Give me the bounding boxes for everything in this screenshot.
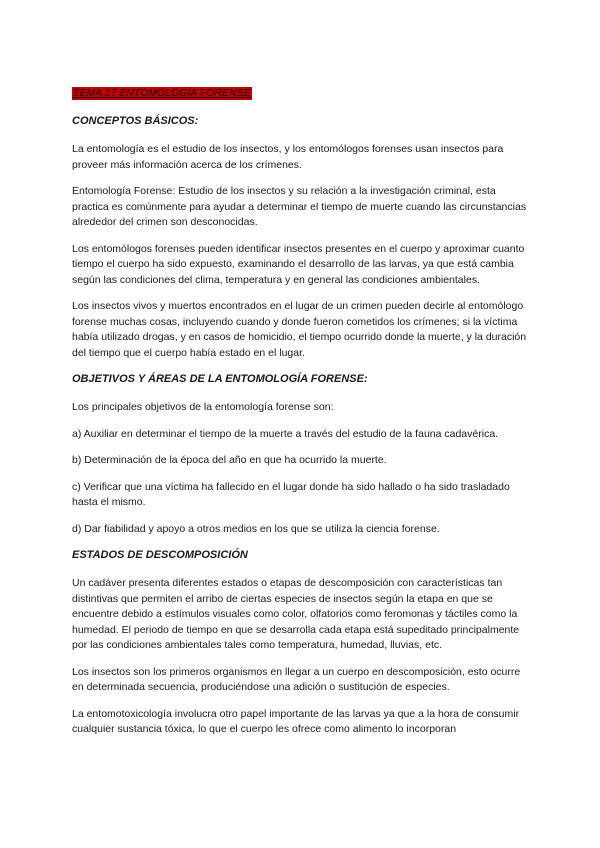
list-item: c) Verificar que una víctima ha fallecido en el lugar donde ha sido hallado o ha sido trasladado hasta el mismo. (72, 480, 510, 508)
list-item: b) Determinación de la época del año en que ha ocurrido la muerte. (72, 454, 387, 466)
section-heading-estados: ESTADOS DE DESCOMPOSICIÓN (72, 549, 248, 561)
section-heading-conceptos: CONCEPTOS BÁSICOS: (72, 115, 199, 127)
document-title: TEMA 17 ENTOMOLOGÍA FORENSE (73, 87, 251, 99)
paragraph: La entomotoxicología involucra otro papel importante de las larvas ya que a la hora de consumir cualquier sustancia tóxica, lo que el cuerpo les ofrece como alimento lo incorporan (72, 707, 520, 735)
paragraph: Los entomólogos forenses pueden identificar insectos presentes en el cuerpo y aproximar cuanto tiempo el cuerpo ha sido expuesto, examinando el desarrollo de las larvas, ya que está cambia según las condiciones del clima, temperatura y en general las condiciones ambientales. (72, 242, 525, 286)
paragraph: Los principales objetivos de la entomología forense son: (72, 401, 334, 413)
list-item: a) Auxiliar en determinar el tiempo de la muerte a través del estudio de la fauna cadavérica. (72, 427, 499, 440)
paragraph: Entomología Forense: Estudio de los insectos y su relación a la investigación criminal, esta practica es comúnmente para ayudar a determinar el tiempo de muerte cuando las circunstancias alrededor del crimen son desconocidas. (72, 185, 527, 228)
section-heading-objetivos: OBJETIVOS Y ÁREAS DE LA ENTOMOLOGÍA FORENSE: (72, 373, 368, 385)
paragraph: Los insectos son los primeros organismos en llegar a un cuerpo en descomposición, esto ocurre en determinada secuencia, produciéndose una adición o sustitución de especies. (72, 665, 521, 693)
paragraph: Un cadáver presenta diferentes estados o etapas de descomposición con características tan distintivas que permiten el arribo de ciertas especies de insectos según la etapa en que se encuentre debido a estímulos visuales como color, olfatorios como feromonas y táctiles como la humedad. El periodo de tiempo en que se desarrolla cada etapa está supeditado principalmente por las condiciones ambientales tales como temperatura, humedad, lluvias, etc. (72, 577, 520, 651)
list-item: d) Dar fiabilidad y apoyo a otros medios en los que se utiliza la ciencia forense. (72, 522, 440, 535)
paragraph: La entomología es el estudio de los insectos, y los entomólogos forenses usan insectos para proveer más información acerca de los crímenes. (72, 143, 504, 171)
paragraph: Los insectos vivos y muertos encontrados en el lugar de un crimen pueden decirle al entomólogo forense muchas cosas, incluyendo cuando y donde fueron cometidos los crímenes; si la víctima había utilizado drogas, y en casos de homicidio, el tiempo ocurrido donde la muerte, y la duración del tiempo que el cuerpo había estado en el lugar. (72, 300, 527, 359)
